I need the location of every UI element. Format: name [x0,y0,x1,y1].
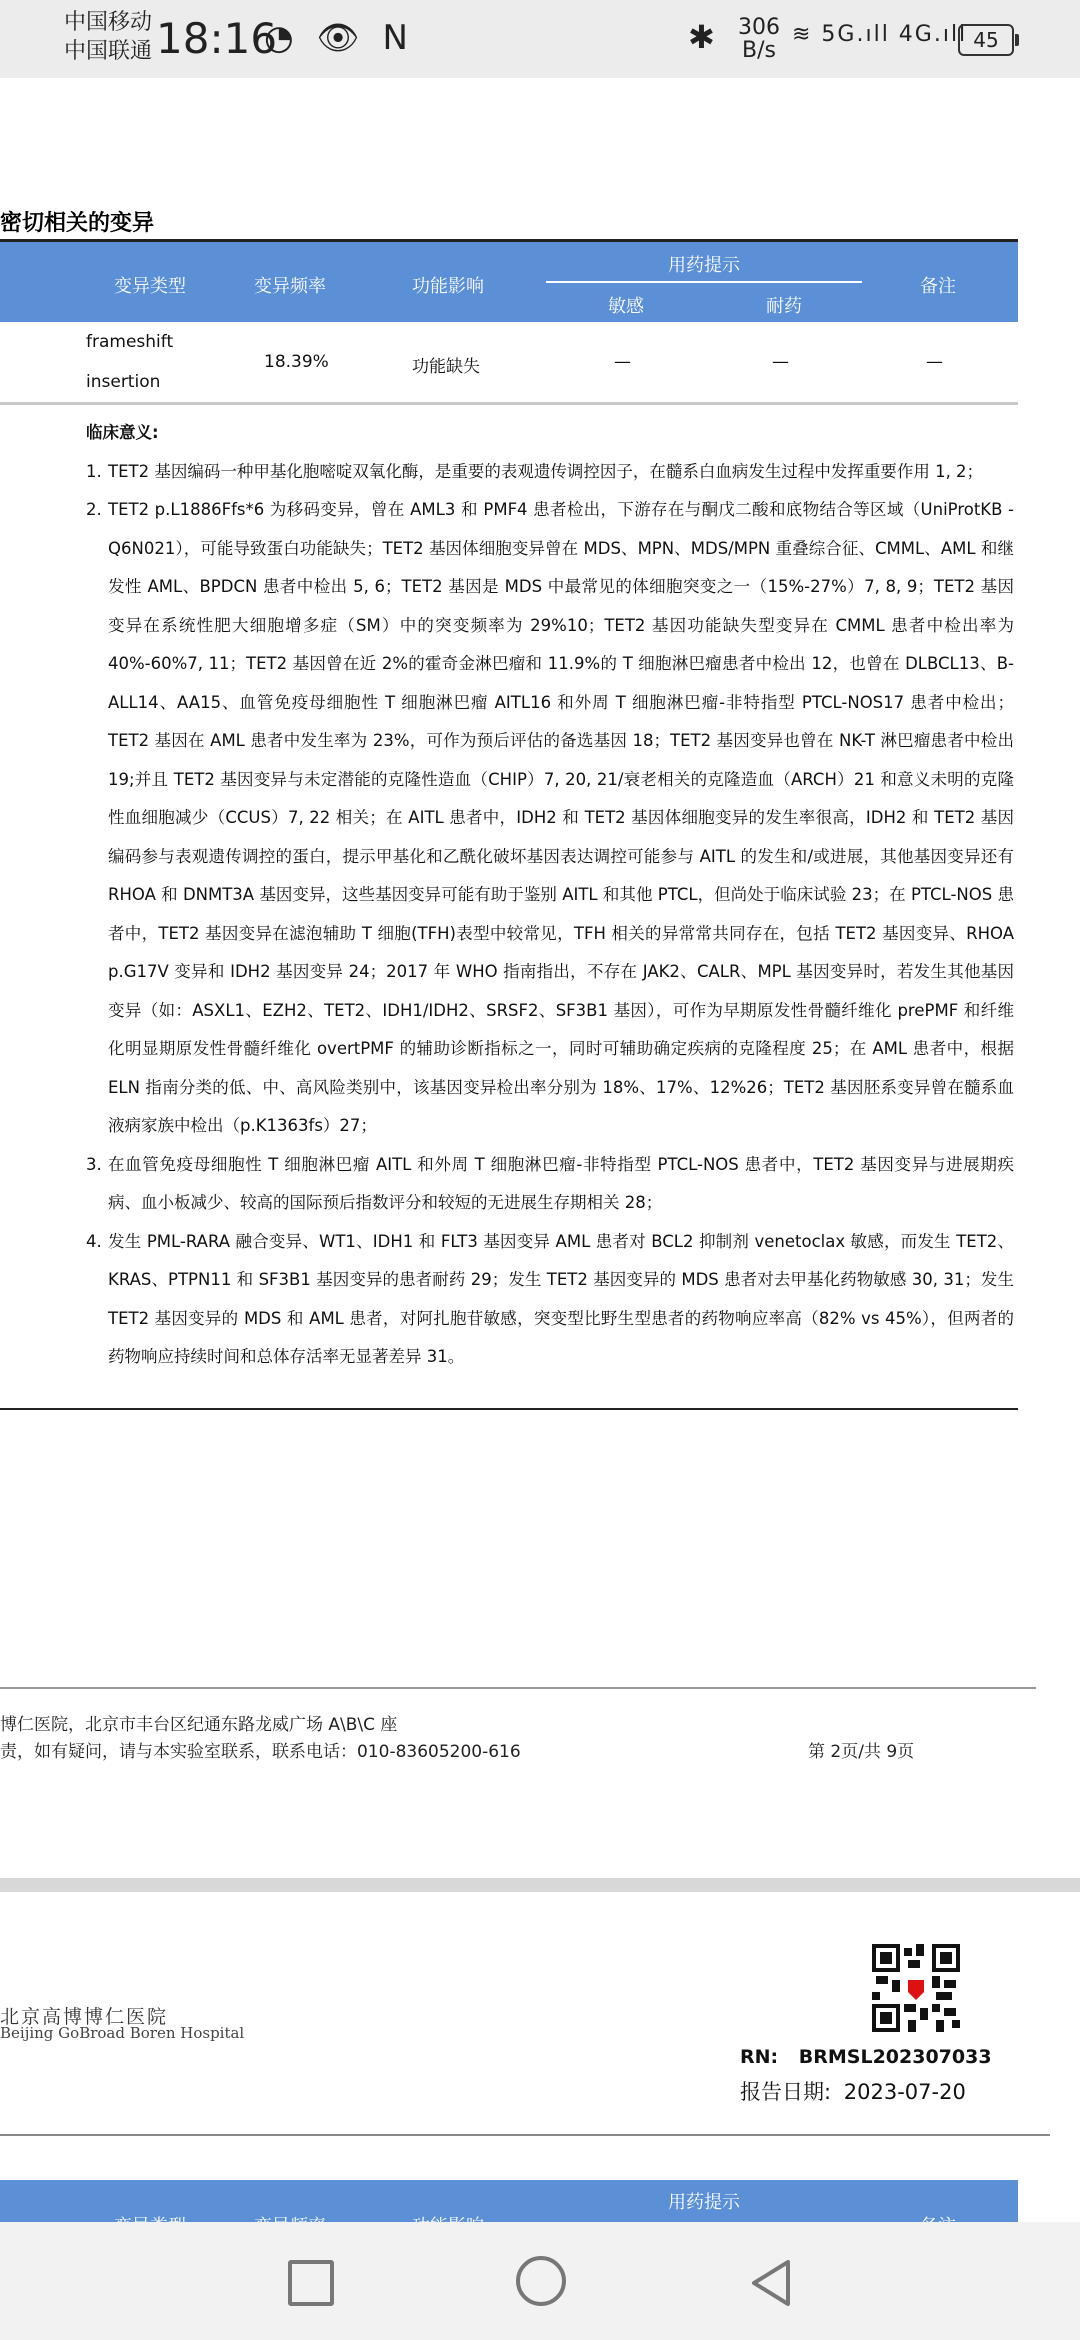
report-date-label: 报告日期: [740,2080,832,2104]
header-drug-hint: 用药提示 [668,255,740,276]
header-frequency: 变异频率 [254,276,326,297]
cell-effect: 功能缺失 [412,357,480,377]
network-speed-value: 306 [738,15,780,40]
row-divider [0,402,1018,405]
header-drug-hint: 用药提示 [668,2192,740,2213]
page-gap [0,1878,1080,1892]
network-speed [734,16,784,62]
navigation-bar [0,2222,1080,2340]
footer-divider [0,1687,1036,1689]
back-button[interactable] [748,2258,792,2308]
cell-resistant: — [772,352,789,372]
recent-apps-button[interactable] [288,2260,334,2306]
report-date [740,2076,966,2106]
clock: 18:16 [156,14,278,63]
item-number: 2. [86,500,102,519]
item-text: 在血管免疫母细胞性 T 细胞淋巴瘤 AITL 和外周 T 细胞淋巴瘤-非特指型 PTCL-NOS 患者中，TET2 基因变异与进展期疾病、血小板减少、较高的国际预后指数评分和较短的无进展生存期相关 28； [108,1154,1014,1212]
item-text: TET2 基因编码一种甲基化胞嘧啶双氧化酶，是重要的表观遗传调控因子，在髓系白血病发生过程中发挥重要作用 1, 2； [108,461,984,481]
report-number-value: BRMSL202307033 [798,2046,992,2068]
home-button[interactable] [516,2256,566,2306]
qr-code-icon [872,1944,960,2032]
bluetooth-icon: ✱ [688,18,715,56]
footer-contact: 责，如有疑问，请与本实验室联系，联系电话：010-83605200-616 [0,1742,521,1762]
clinical-heading: 临床意义: [86,423,159,442]
footer-address: 博仁医院，北京市丰台区纪通东路龙威广场 A\B\C 座 [0,1715,398,1735]
header-sensitive: 敏感 [608,296,644,317]
signal-icon: ≋ 5G.ıll 4G.ıll [792,22,968,47]
cell-sensitive: — [614,352,631,372]
item-number: 4. [86,1231,102,1251]
table-bottom-border [0,1408,1018,1410]
report-number [740,2046,992,2068]
next-table-header [0,2180,1018,2222]
hospital-logo-cn: 北京高博博仁医院 [0,2006,169,2028]
header-resistant: 耐药 [766,296,802,317]
clinical-significance [86,414,1014,1377]
item-text: 发生 PML-RARA 融合变异、WT1、IDH1 和 FLT3 基因变异 AML 患者对 BCL2 抑制剂 venetoclax 敏感，而发生 TET2、KRAS、PTPN11 和 SF3B1 基因变异的患者耐药 29；发生 TET2 基因变异的 MDS 患者对去甲基化药物敏感 30, 31；发生 TET2 基因变异的 MDS 和 AML 患者，对阿扎胞苷敏感，突变型比野生型患者的药物响应率高（82% vs 45%），但两者的药物响应持续时间和总体存活率无显著差异 31。 [108,1231,1014,1366]
table-header [0,242,1018,322]
cell-variant-type-2: insertion [86,372,161,392]
table-row [0,322,1018,404]
next-page-divider [0,2134,1050,2136]
header-remark: 备注 [920,276,956,297]
list-item [86,453,1014,492]
carrier-info [64,8,152,66]
hospital-logo-en: Beijing GoBroad Boren Hospital [0,2024,245,2042]
header-divider [546,281,862,283]
report-date-value: 2023-07-20 [843,2080,966,2104]
item-number: 1. [86,461,102,481]
network-speed-unit: B/s [742,38,776,63]
list-item [86,491,1014,1146]
header-effect: 功能影响 [412,276,484,297]
list-item [86,1146,1014,1223]
cell-frequency: 18.39% [264,352,329,372]
carrier-1: 中国移动 [64,10,153,35]
item-number: 3. [86,1154,102,1174]
cell-variant-type-1: frameshift [86,332,174,352]
cell-remark: — [926,352,943,372]
status-bar [0,0,1080,78]
section-title: 密切相关的变异 [0,211,155,236]
status-icons: ◔ 👁 N [264,18,414,58]
header-variant-type: 变异类型 [114,276,186,297]
battery-icon: 45 [958,24,1014,56]
report-number-label: RN: [740,2046,779,2068]
list-item [86,1223,1014,1377]
carrier-2: 中国联通 [64,39,153,64]
item-text: TET2 p.L1886Ffs*6 为移码变异，曾在 AML3 和 PMF4 患者检出，下游存在与酮戊二酸和底物结合等区域（UniProtKB - Q6N021），可能导致蛋白功能缺失；TET2 基因体细胞变异曾在 MDS、MPN、MDS/MPN 重叠综合征、CMML、AML 和继发性 AML、BPDCN 患者中检出 5, 6；TET2 基因是 MDS 中最常见的体细胞突变之一（15%-27%）7, 8, 9；TET2 基因变异在系统性肥大细胞增多症（SM）中的突变频率为 29%10；TET2 基因功能缺失型变异在 CMML 患者中检出率为 40%-60%7, 11；TET2 基因曾在近 2%的霍奇金淋巴瘤和 11.9%的 T 细胞淋巴瘤患者中检出 12，也曾在 DLBCL13、B-ALL14、AA15、血管免疫母细胞性 T 细胞淋巴瘤 AITL16 和外周 T 细胞淋巴瘤-非特指型 PTCL-NOS17 患者中检出；TET2 基因在 AML 患者中发生率为 23%，可作为预后评估的备选基因 18；TET2 基因变异也曾在 NK-T 淋巴瘤患者中检出 19;并且 TET2 基因变异与未定潜能的克隆性造血（CHIP）7, 20, 21/衰老相关的克隆造血（ARCH）21 和意义未明的克隆性血细胞减少（CCUS）7, 22 相关；在 AITL 患者中，IDH2 和 TET2 基因体细胞变异的发生率很高，IDH2 和 TET2 基因编码参与表观遗传调控的蛋白，提示甲基化和乙酰化破坏基因表达调控可能参与 AITL 的发生和/或进展，其他基因变异还有 RHOA 和 DNMT3A 基因变异，这些基因变异可能有助于鉴别 AITL 和其他 PTCL，但尚处于临床试验 23；在 PTCL-NOS 患者中，TET2 基因变异在滤泡辅助 T 细胞(TFH)表型中较常见，TFH 相关的异常常共同存在，包括 TET2 基因变异、RHOA p.G17V 变异和 IDH2 基因变异 24；2017 年 WHO 指南指出，不存在 JAK2、CALR、MPL 基因变异时，若发生其他基因变异（如：ASXL1、EZH2、TET2、IDH1/IDH2、SRSF2、SF3B1 基因），可作为早期原发性骨髓纤维化 prePMF 和纤维化明显期原发性骨髓纤维化 overtPMF 的辅助诊断指标之一，同时可辅助确定疾病的克隆程度 25；在 AML 患者中，根据 ELN 指南分类的低、中、高风险类别中，该基因变异检出率分别为 18%、17%、12%26；TET2 基因胚系变异曾在髓系血液病家族中检出（p.K1363fs）27； [108,500,1014,1135]
page-number: 第 2页/共 9页 [808,1742,915,1762]
